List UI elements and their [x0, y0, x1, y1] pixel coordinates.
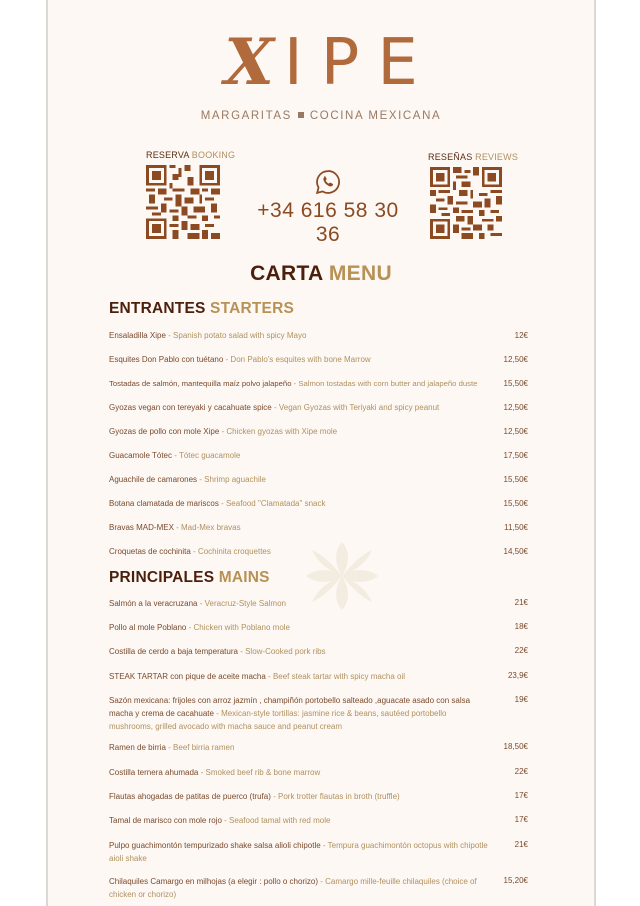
menu-item: Gyozas de pollo con mole Xipe - Chicken gyozas with Xipe mole — [109, 427, 338, 436]
booking-qr-block — [146, 150, 235, 239]
menu-item: Guacamole Tótec - Tótec guacamole — [109, 451, 241, 460]
item-price: 15,50€ — [503, 475, 528, 484]
tagline-cocina: COCINA MEXICANA — [309, 110, 442, 122]
brand-tagline — [48, 110, 594, 122]
item-price: 17€ — [514, 791, 528, 800]
logo-x-glyph: X — [224, 25, 284, 100]
menu-page — [46, 0, 596, 906]
menu-item: Sazón mexicana: frijoles con arroz jazmín , champiñón portobello salteado ,aguacate asado con salsa macha y crema de cacahuate - Mexican-style tortillas: jasmine rice & beans, sautéed portobello mushrooms, grilled avocado with macha sauce and peanut cream — [109, 696, 471, 731]
booking-label: RESERVA BOOKING — [146, 150, 236, 160]
item-price: 15,20€ — [503, 876, 528, 885]
menu-item: Pulpo guachimontón tempurizado shake salsa alioli chipotle - Tempura guachimontón octopus with chipotle aioli shake — [109, 841, 488, 863]
menu-item: Costilla de cerdo a baja temperatura - Slow-Cooked pork ribs — [109, 647, 326, 656]
tagline-separator-icon — [298, 112, 304, 118]
item-price: 12,50€ — [503, 427, 528, 436]
contact-block — [243, 168, 413, 247]
whatsapp-icon[interactable] — [314, 168, 342, 196]
item-price: 12€ — [514, 331, 528, 340]
menu-item: Chilaquiles Camargo en milhojas (a elegir : pollo o chorizo) - Camargo mille-feuille chilaquiles (choice of chicken or chorizo) — [109, 877, 477, 899]
section-title-mains: PRINCIPALES MAINS — [109, 569, 270, 586]
tagline-margaritas: MARGARITAS — [200, 110, 292, 122]
menu-item: Salmón a la veracruzana - Veracruz-Style Salmon — [109, 599, 286, 608]
item-price: 23,9€ — [507, 671, 528, 680]
item-price: 12,50€ — [503, 355, 528, 364]
menu-item: Aguachile de camarones - Shrimp aguachile — [109, 475, 266, 484]
item-price: 14,50€ — [503, 547, 528, 556]
menu-item: Ramen de birria - Beef birria ramen — [109, 743, 235, 752]
phone-number[interactable]: +34 616 58 30 36 — [257, 199, 399, 246]
menu-item: Tamal de marisco con mole rojo - Seafood tamal with red mole — [109, 816, 331, 825]
qr-code-booking-icon[interactable] — [146, 165, 220, 239]
item-price: 15,50€ — [503, 379, 528, 388]
item-price: 12,50€ — [503, 403, 528, 412]
menu-item: Pollo al mole Poblano - Chicken with Poblano mole — [109, 623, 290, 632]
item-price: 11,50€ — [504, 523, 528, 532]
menu-item: Costilla ternera ahumada - Smoked beef rib & bone marrow — [109, 768, 321, 777]
menu-item: Botana clamatada de mariscos - Seafood "Clamatada" snack — [109, 499, 326, 508]
logo-wordmark — [206, 25, 436, 100]
item-price: 22€ — [514, 767, 528, 776]
qr-code-reviews-icon[interactable] — [430, 167, 502, 239]
reviews-label: RESEÑAS REVIEWS — [428, 152, 519, 162]
item-price: 15,50€ — [503, 499, 528, 508]
brand-logo — [48, 25, 594, 100]
item-price: 17€ — [514, 815, 528, 824]
menu-item: Bravas MAD-MEX - Mad-Mex bravas — [109, 523, 241, 532]
menu-item: Tostadas de salmón, mantequilla maíz polvo jalapeño - Salmon tostadas with corn butter and jalapeño duste — [109, 379, 478, 388]
menu-item: Croquetas de cochinita - Cochinita croquettes — [109, 547, 271, 556]
item-price: 19€ — [514, 695, 528, 704]
item-price: 18,50€ — [503, 742, 528, 751]
menu-title: CARTA MENU — [250, 262, 392, 285]
menu-item: Ensaladilla Xipe - Spanish potato salad with spicy Mayo — [109, 331, 307, 340]
item-price: 21€ — [514, 598, 528, 607]
item-price: 21€ — [514, 840, 528, 849]
item-price: 18€ — [514, 622, 528, 631]
reviews-qr-block — [428, 152, 518, 239]
menu-item: Gyozas vegan con tereyaki y cacahuate spice - Vegan Gyozas with Teriyaki and spicy peanut — [109, 403, 440, 412]
menu-item: STEAK TARTAR con pique de aceite macha - Beef steak tartar with spicy macha oil — [109, 672, 405, 681]
logo-text: IPE — [283, 26, 436, 100]
menu-item: Esquites Don Pablo con tuétano - Don Pablo's esquites with bone Marrow — [109, 355, 371, 364]
section-title-starters: ENTRANTES STARTERS — [109, 300, 295, 317]
item-price: 22€ — [514, 646, 528, 655]
item-price: 17,50€ — [503, 451, 528, 460]
menu-item: Flautas ahogadas de patitas de puerco (trufa) - Pork trotter flautas in broth (truffle) — [109, 792, 400, 801]
